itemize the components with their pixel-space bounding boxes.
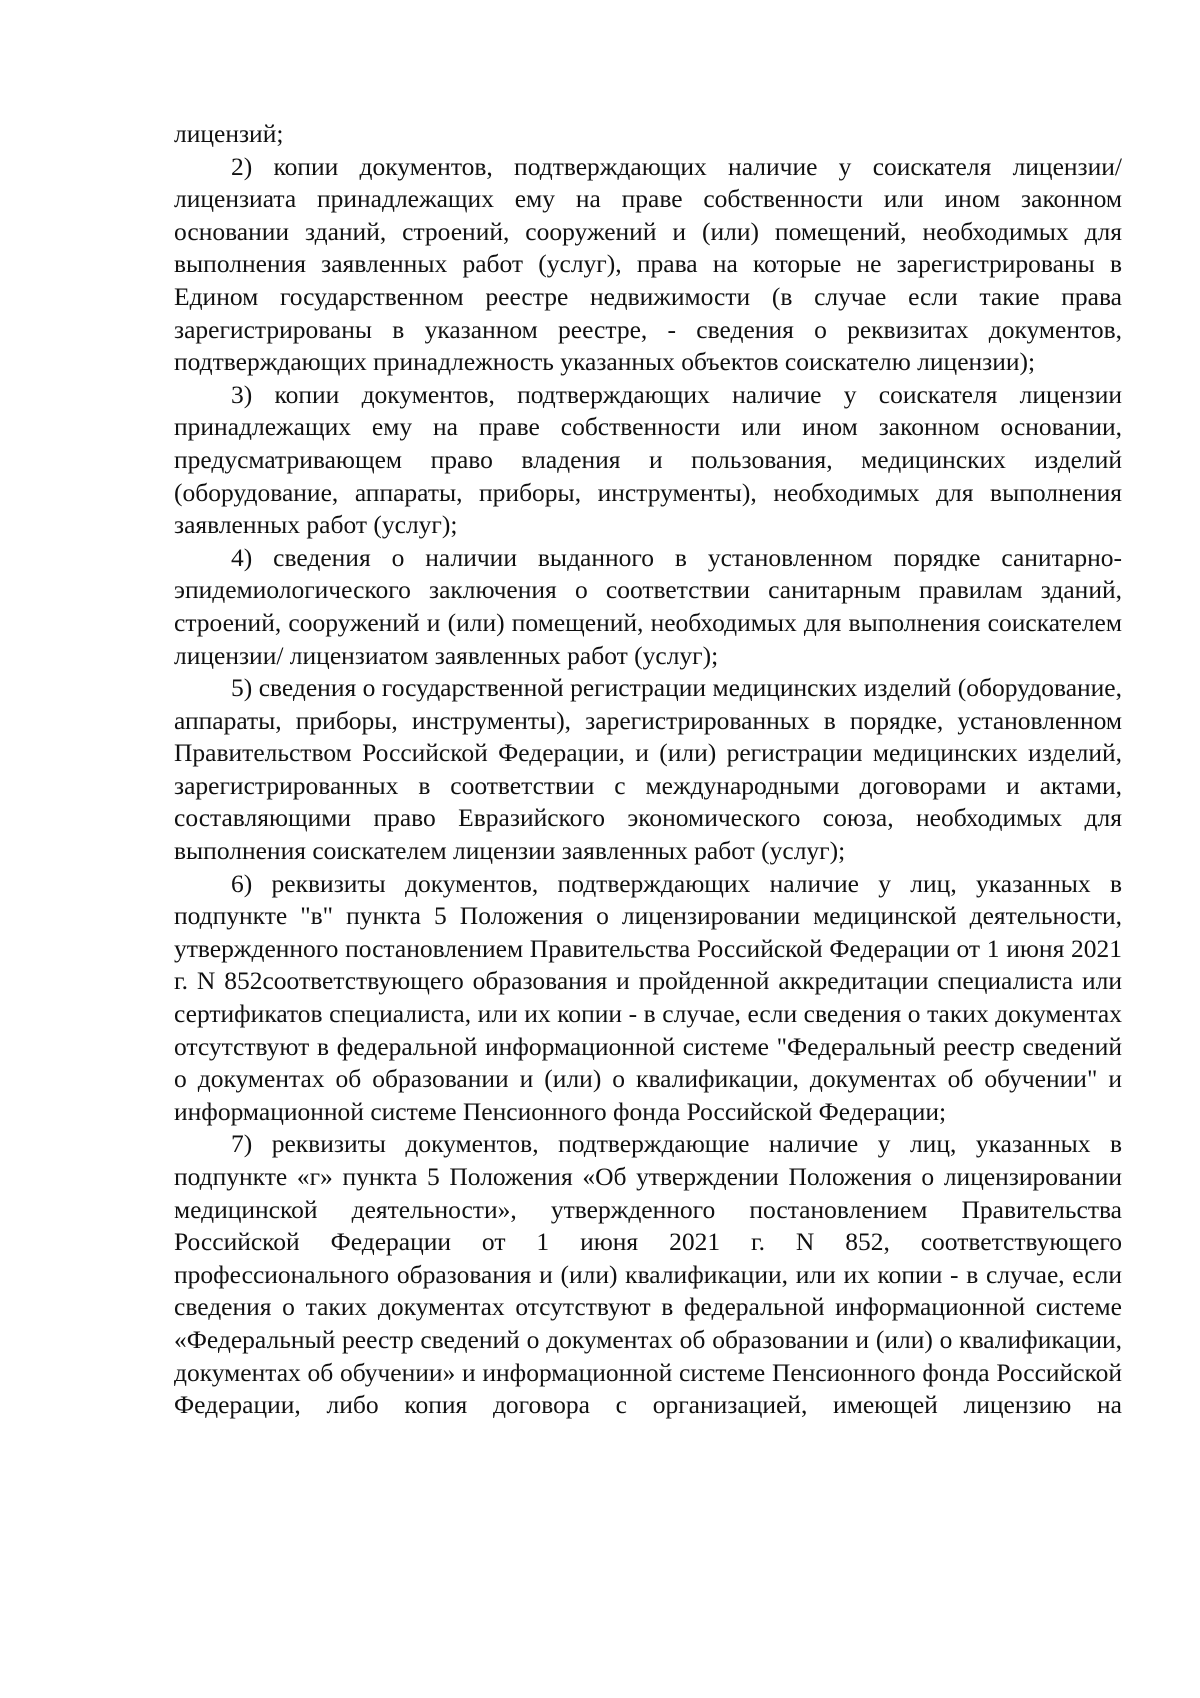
paragraph-continuation: лицензий; [174,119,284,148]
document-page [174,118,1122,1422]
paragraph-item-4: 4) сведения о наличии выданного в установленном порядке санитарно-эпидемиологического заключения о соответствии санитарным правилам зданий, строений, сооружений и (или) помещений, необходимых для выполнения соискателем лицензии/ лицензиатом заявленных работ (услуг); [174,542,1122,670]
paragraph-item-7: 7) реквизиты документов, подтверждающие наличие у лиц, указанных в подпункте «г» пункта 5 Положения «Об утверждении Положения о лицензировании медицинской деятельности», утвержденного постановлением Правительства Российской Федерации от 1 июня 2021 г. N 852, соответствующего профессионального образования и (или) квалификации, или их копии - в случае, если сведения о таких документах отсутствуют в федеральной информационной системе «Федеральный реестр сведений о документах об образовании и (или) о квалификации, документах об обучении» и информационной системе Пенсионного фонда Российской Федерации, либо копия договора с организацией, имеющей лицензию на [174,1129,1122,1420]
paragraph-item-3: 3) копии документов, подтверждающих наличие у соискателя лицензии принадлежащих ему на праве собственности или ином законном основании, предусматривающем право владения и пользования, медицинских изделий (оборудование, аппараты, приборы, инструменты), необходимых для выполнения заявленных работ (услуг); [174,379,1122,540]
paragraph-item-5: 5) сведения о государственной регистрации медицинских изделий (оборудование, аппараты, приборы, инструменты), зарегистрированных в порядке, установленном Правительством Российской Федерации, и (или) регистрации медицинских изделий, зарегистрированных в соответствии с международными договорами и актами, составляющими право Евразийского экономического союза, необходимых для выполнения соискателем лицензии заявленных работ (услуг); [174,673,1122,866]
paragraph-item-6: 6) реквизиты документов, подтверждающих наличие у лиц, указанных в подпункте "в" пункта 5 Положения о лицензировании медицинской деятельности, утвержденного постановлением Правительства Российской Федерации от 1 июня 2021 г. N 852соответствующего образования и пройденной аккредитации специалиста или сертификатов специалиста, или их копии - в случае, если сведения о таких документах отсутствуют в федеральной информационной системе "Федеральный реестр сведений о документах об образовании и (или) о квалификации, документах об обучении" и информационной системе Пенсионного фонда Российской Федерации; [174,868,1122,1126]
paragraph-item-2: 2) копии документов, подтверждающих наличие у соискателя лицензии/лицензиата принадлежащих ему на праве собственности или ином законном основании зданий, строений, сооружений и (или) помещений, необходимых для выполнения заявленных работ (услуг), права на которые не зарегистрированы в Едином государственном реестре недвижимости (в случае если такие права зарегистрированы в указанном реестре, - сведения о реквизитах документов, подтверждающих принадлежность указанных объектов соискателю лицензии); [174,151,1122,377]
